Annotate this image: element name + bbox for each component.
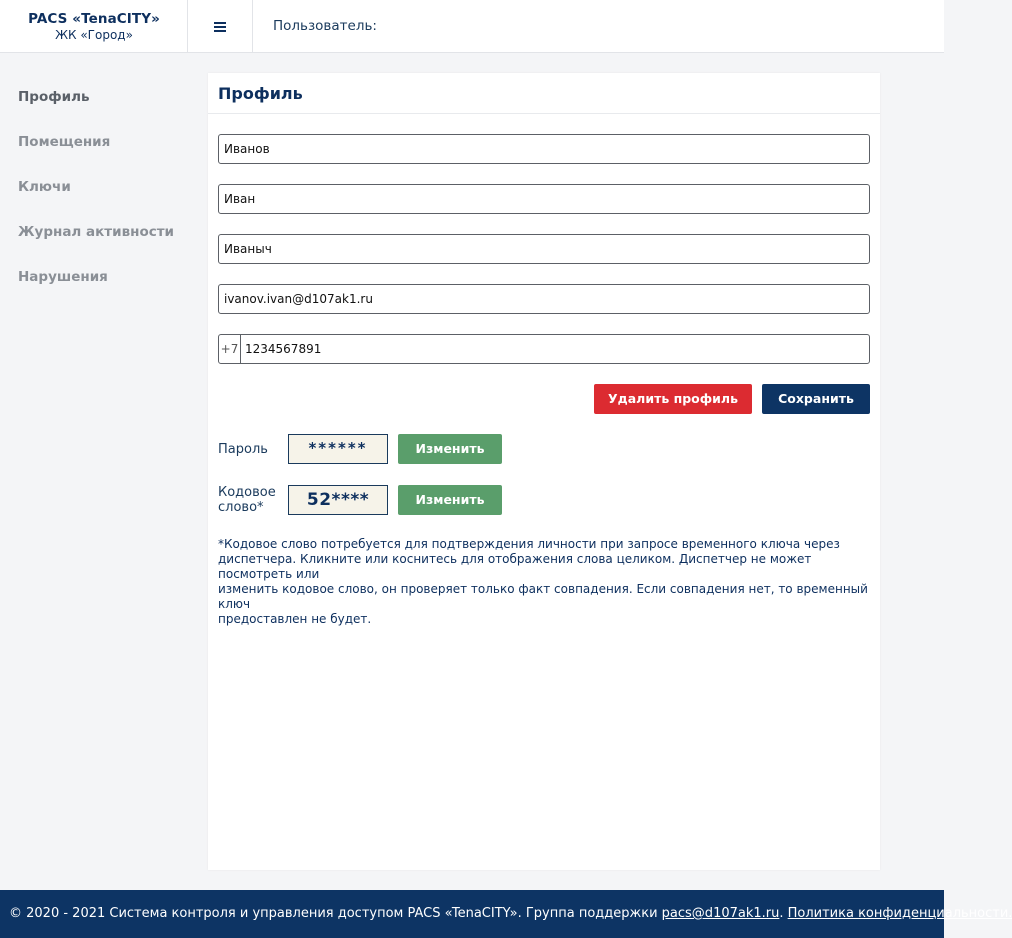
profile-card xyxy=(208,73,880,870)
note-line: *Кодовое слово потребуется для подтверждения личности при запросе временного ключа через xyxy=(218,537,840,551)
codeword-label-line2: слово* xyxy=(218,500,264,515)
sidebar-item-activity-log[interactable]: Журнал активности xyxy=(18,224,175,240)
footer-copyright: © 2020 - 2021 Система контроля и управления доступом PACS «TenaCITY». Группа поддержки xyxy=(9,906,662,921)
privacy-policy-link[interactable]: Политика конфиденциальности. xyxy=(787,906,1012,921)
sidebar-item-violations[interactable]: Нарушения xyxy=(18,269,108,285)
page-title: Профиль xyxy=(218,84,303,103)
note-line: предоставлен не будет. xyxy=(218,612,372,626)
phone-input[interactable] xyxy=(241,335,869,363)
first-name-field[interactable] xyxy=(218,184,870,214)
hamburger-icon xyxy=(214,22,226,32)
footer xyxy=(0,890,1012,938)
patronymic-field[interactable] xyxy=(218,234,870,264)
password-mask: ****** xyxy=(288,434,388,464)
codeword-note xyxy=(218,537,873,627)
codeword-label xyxy=(218,485,276,515)
phone-field xyxy=(218,334,870,364)
note-line: изменить кодовое слово, он проверяет только факт совпадения. Если совпадения нет, то временный ключ xyxy=(218,582,868,611)
change-codeword-button[interactable]: Изменить xyxy=(398,485,502,515)
sidebar-item-premises[interactable]: Помещения xyxy=(18,134,111,150)
codeword-label-line1: Кодовое xyxy=(218,485,276,500)
sidebar-item-keys[interactable]: Ключи xyxy=(18,179,71,195)
menu-toggle-button[interactable] xyxy=(188,0,253,53)
note-line: диспетчера. Кликните или коснитесь для отображения слова целиком. Диспетчер не может посмотреть или xyxy=(218,552,812,581)
phone-prefix: +7 xyxy=(219,335,241,363)
user-label: Пользователь: xyxy=(273,18,377,34)
brand-block[interactable] xyxy=(0,0,188,53)
delete-profile-button[interactable]: Удалить профиль xyxy=(594,384,752,414)
password-label: Пароль xyxy=(218,442,268,457)
codeword-mask[interactable]: 52**** xyxy=(288,485,388,515)
support-email-link[interactable]: pacs@d107ak1.ru xyxy=(661,906,780,921)
email-field[interactable] xyxy=(218,284,870,314)
card-header xyxy=(208,73,880,114)
last-name-field[interactable] xyxy=(218,134,870,164)
sidebar-item-profile[interactable]: Профиль xyxy=(18,89,90,105)
save-button[interactable]: Сохранить xyxy=(762,384,870,414)
brand-title: PACS «TenaCITY» xyxy=(28,11,160,27)
brand-subtitle: ЖК «Город» xyxy=(55,28,133,42)
change-password-button[interactable]: Изменить xyxy=(398,434,502,464)
footer-separator: . xyxy=(779,906,788,921)
top-header xyxy=(0,0,944,53)
